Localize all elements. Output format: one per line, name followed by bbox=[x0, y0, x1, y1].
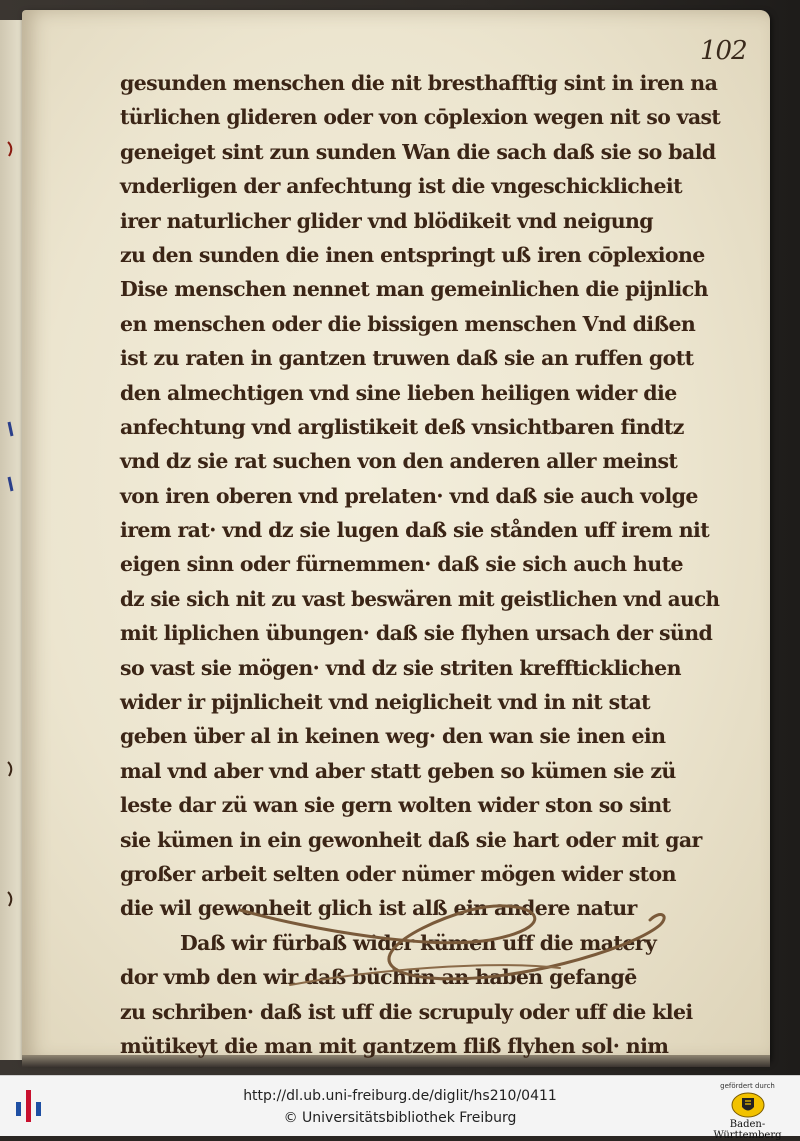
ink-mark-icon bbox=[6, 890, 16, 908]
page-url-link[interactable]: http://dl.ub.uni-freiburg.de/diglit/hs210/0411 bbox=[243, 1088, 557, 1104]
manuscript-line: ist zu raten in gantzen truwen daß sie an ruffen gott bbox=[120, 346, 694, 371]
manuscript-line: mal vnd aber vnd aber statt geben so kümen sie zü bbox=[120, 758, 676, 783]
blue-ink-mark-icon bbox=[6, 420, 16, 438]
red-ink-mark-icon bbox=[6, 140, 16, 158]
manuscript-line: geben über al in keinen weg· den wan sie inen ein bbox=[120, 724, 666, 749]
manuscript-line: Daß wir fürbaß wider kümen uff die matery bbox=[180, 930, 657, 955]
manuscript-line: den almechtigen vnd sine lieben heiligen wider die bbox=[120, 380, 677, 405]
sponsor-badge bbox=[700, 1080, 795, 1141]
closing-flourish-icon bbox=[230, 890, 670, 990]
manuscript-line: Dise menschen nennet man gemeinlichen die pijnlich bbox=[120, 277, 708, 302]
manuscript-line: anfechtung vnd arglistikeit deß vnsichtbaren findtz bbox=[120, 414, 684, 439]
folio-number: 102 bbox=[700, 36, 747, 66]
manuscript-line: irem rat· vnd dz sie lugen daß sie stånden uff irem nit bbox=[120, 518, 710, 543]
sponsor-name: Baden-Württemberg bbox=[713, 1119, 782, 1141]
manuscript-line: mütikeyt die man mit gantzem fliß flyhen sol· nim bbox=[120, 1033, 669, 1058]
manuscript-line: türlichen glideren oder von cōplexion wegen nit so vast bbox=[120, 105, 721, 130]
viewer-footer bbox=[0, 1075, 800, 1141]
copyright-notice: © Universitätsbibliothek Freiburg bbox=[283, 1110, 517, 1126]
manuscript-line: die wil gewonheit glich ist alß ein andere natur bbox=[120, 896, 637, 921]
manuscript-line: von iren oberen vnd prelaten· vnd daß sie auch volge bbox=[120, 483, 698, 508]
manuscript-line: vnd dz sie rat suchen von den anderen aller meinst bbox=[120, 449, 678, 474]
manuscript-line: dor vmb den wir daß büchlin an haben gefangē bbox=[120, 965, 637, 990]
manuscript-line: irer naturlicher glider vnd blödikeit vnd neigung bbox=[120, 208, 654, 233]
ink-mark-icon bbox=[6, 760, 16, 778]
manuscript-line: leste dar zü wan sie gern wolten wider ston so sint bbox=[120, 793, 671, 818]
manuscript-line: so vast sie mögen· vnd dz sie striten kreffticklichen bbox=[120, 655, 681, 680]
blue-ink-mark-icon bbox=[6, 475, 16, 493]
sponsor-label: gefördert durch bbox=[720, 1082, 775, 1090]
manuscript-line: vnderligen der anfechtung ist die vngeschicklicheit bbox=[120, 174, 682, 199]
manuscript-line: gesunden menschen die nit bresthafftig sint in iren na bbox=[120, 71, 718, 95]
manuscript-line: eigen sinn oder fürnemmen· daß sie sich auch hute bbox=[120, 552, 683, 577]
manuscript-line: großer arbeit selten oder nümer mögen wider ston bbox=[120, 861, 676, 886]
manuscript-line: mit liplichen übungen· daß sie flyhen ursach der sünd bbox=[120, 621, 713, 646]
manuscript-line: geneiget sint zun sunden Wan die sach daß sie so bald bbox=[120, 139, 716, 164]
manuscript-line: sie kümen in ein gewonheit daß sie hart oder mit gar bbox=[120, 827, 702, 852]
state-crest-icon bbox=[731, 1092, 765, 1118]
manuscript-line: dz sie sich nit zu vast beswären mit geistlichen vnd auch bbox=[120, 586, 720, 611]
manuscript-line: zu schriben· daß ist uff die scrupuly oder uff die klei bbox=[120, 999, 693, 1024]
manuscript-line: en menschen oder die bissigen menschen Vnd dißen bbox=[120, 311, 696, 336]
manuscript-line: zu den sunden die inen entspringt uß iren cōplexione bbox=[120, 242, 705, 267]
manuscript-line: wider ir pijnlicheit vnd neiglicheit vnd in nit stat bbox=[120, 690, 651, 715]
